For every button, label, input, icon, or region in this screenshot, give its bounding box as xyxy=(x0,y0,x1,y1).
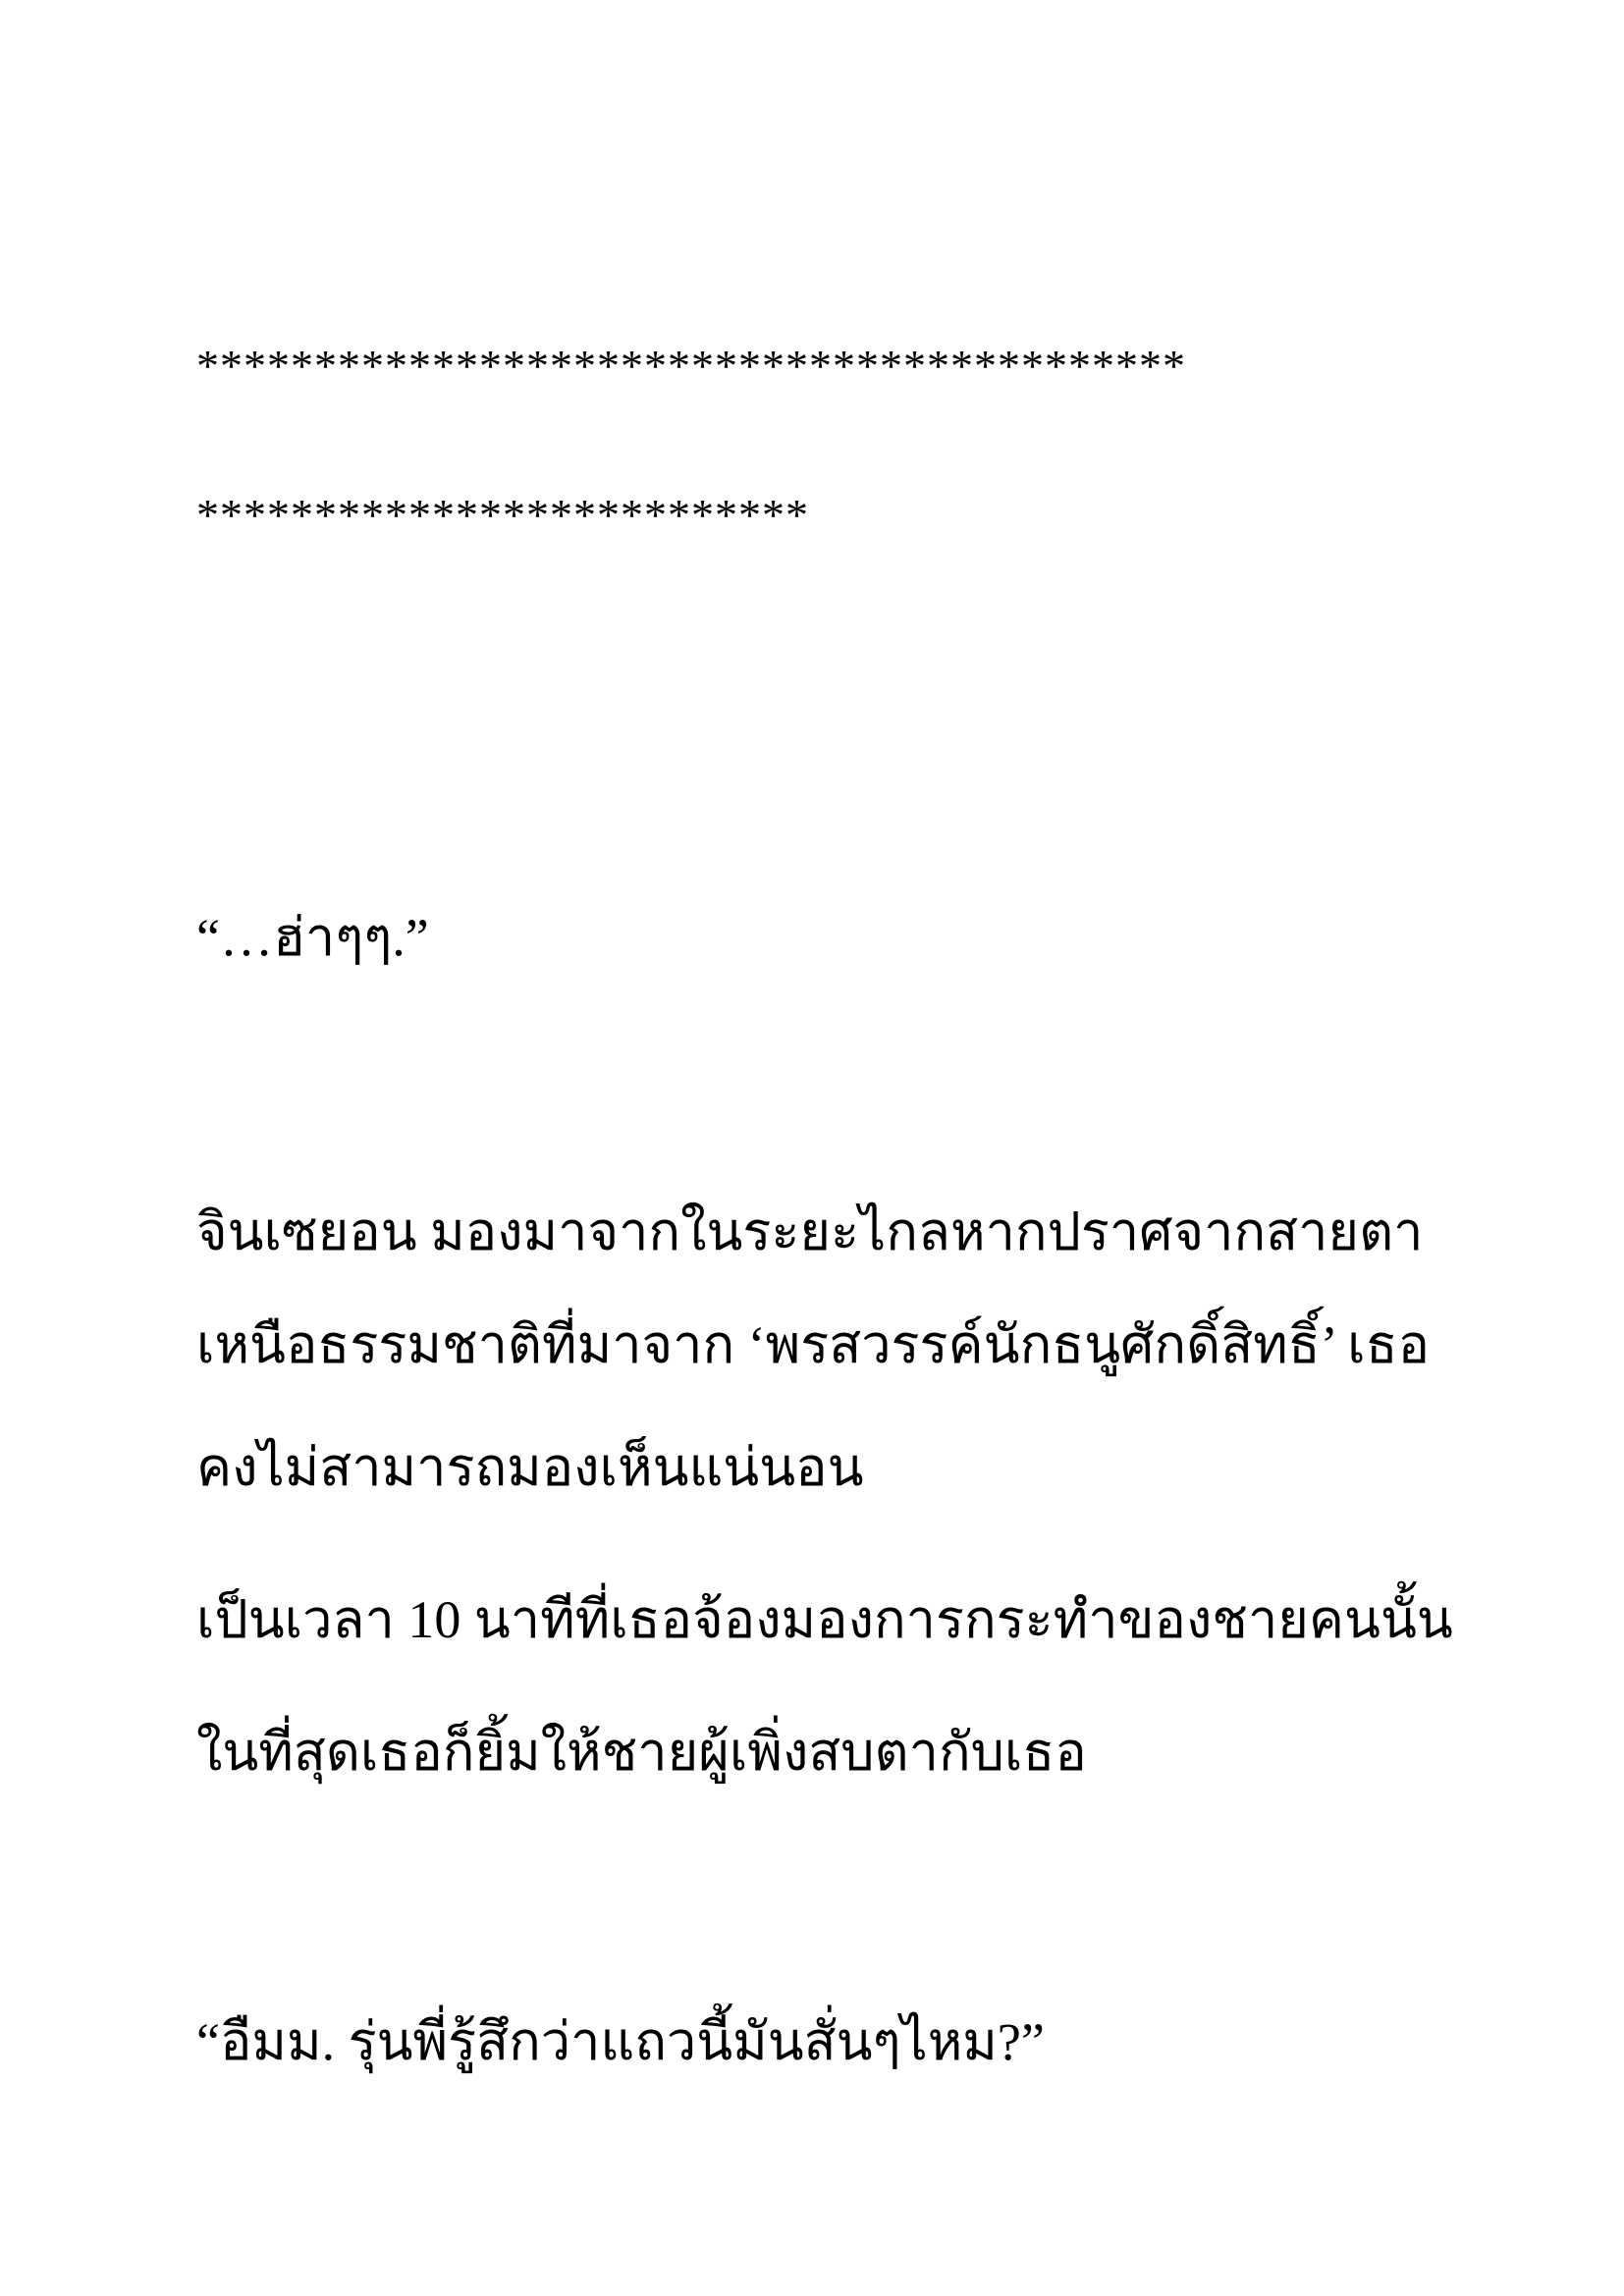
dialogue-2: “อืมม. รุ่นพี่รู้สึกว่าแถวนี้มันสั่นๆไหม?” xyxy=(196,2012,1045,2071)
paragraph-1-line-3: คงไม่สามารถมองเห็นแน่นอน xyxy=(196,1438,864,1497)
paragraph-1-line-1: จินเซยอน มองมาจากในระยะไกลหากปราศจากสายตา xyxy=(196,1202,1424,1261)
paragraph-2-line-2: ในที่สุดเธอก็ยิ้มให้ชายผู้เพิ่งสบตากับเธอ xyxy=(196,1723,1087,1782)
dialogue-1: “…ฮ่าๆๆ.” xyxy=(196,908,429,967)
paragraph-1-line-2: เหนือธรรมชาติที่มาจาก ‘พรสวรรค์นักธนูศักดิ์สิทธิ์’ เธอ xyxy=(196,1315,1431,1374)
separator-line-2: ************************** xyxy=(196,490,809,540)
paragraph-2-line-1: เป็นเวลา 10 นาทีที่เธอจ้องมองการกระทำของชายคนนั้น xyxy=(196,1590,1453,1649)
separator-line-1: ****************************************** xyxy=(196,341,1186,391)
